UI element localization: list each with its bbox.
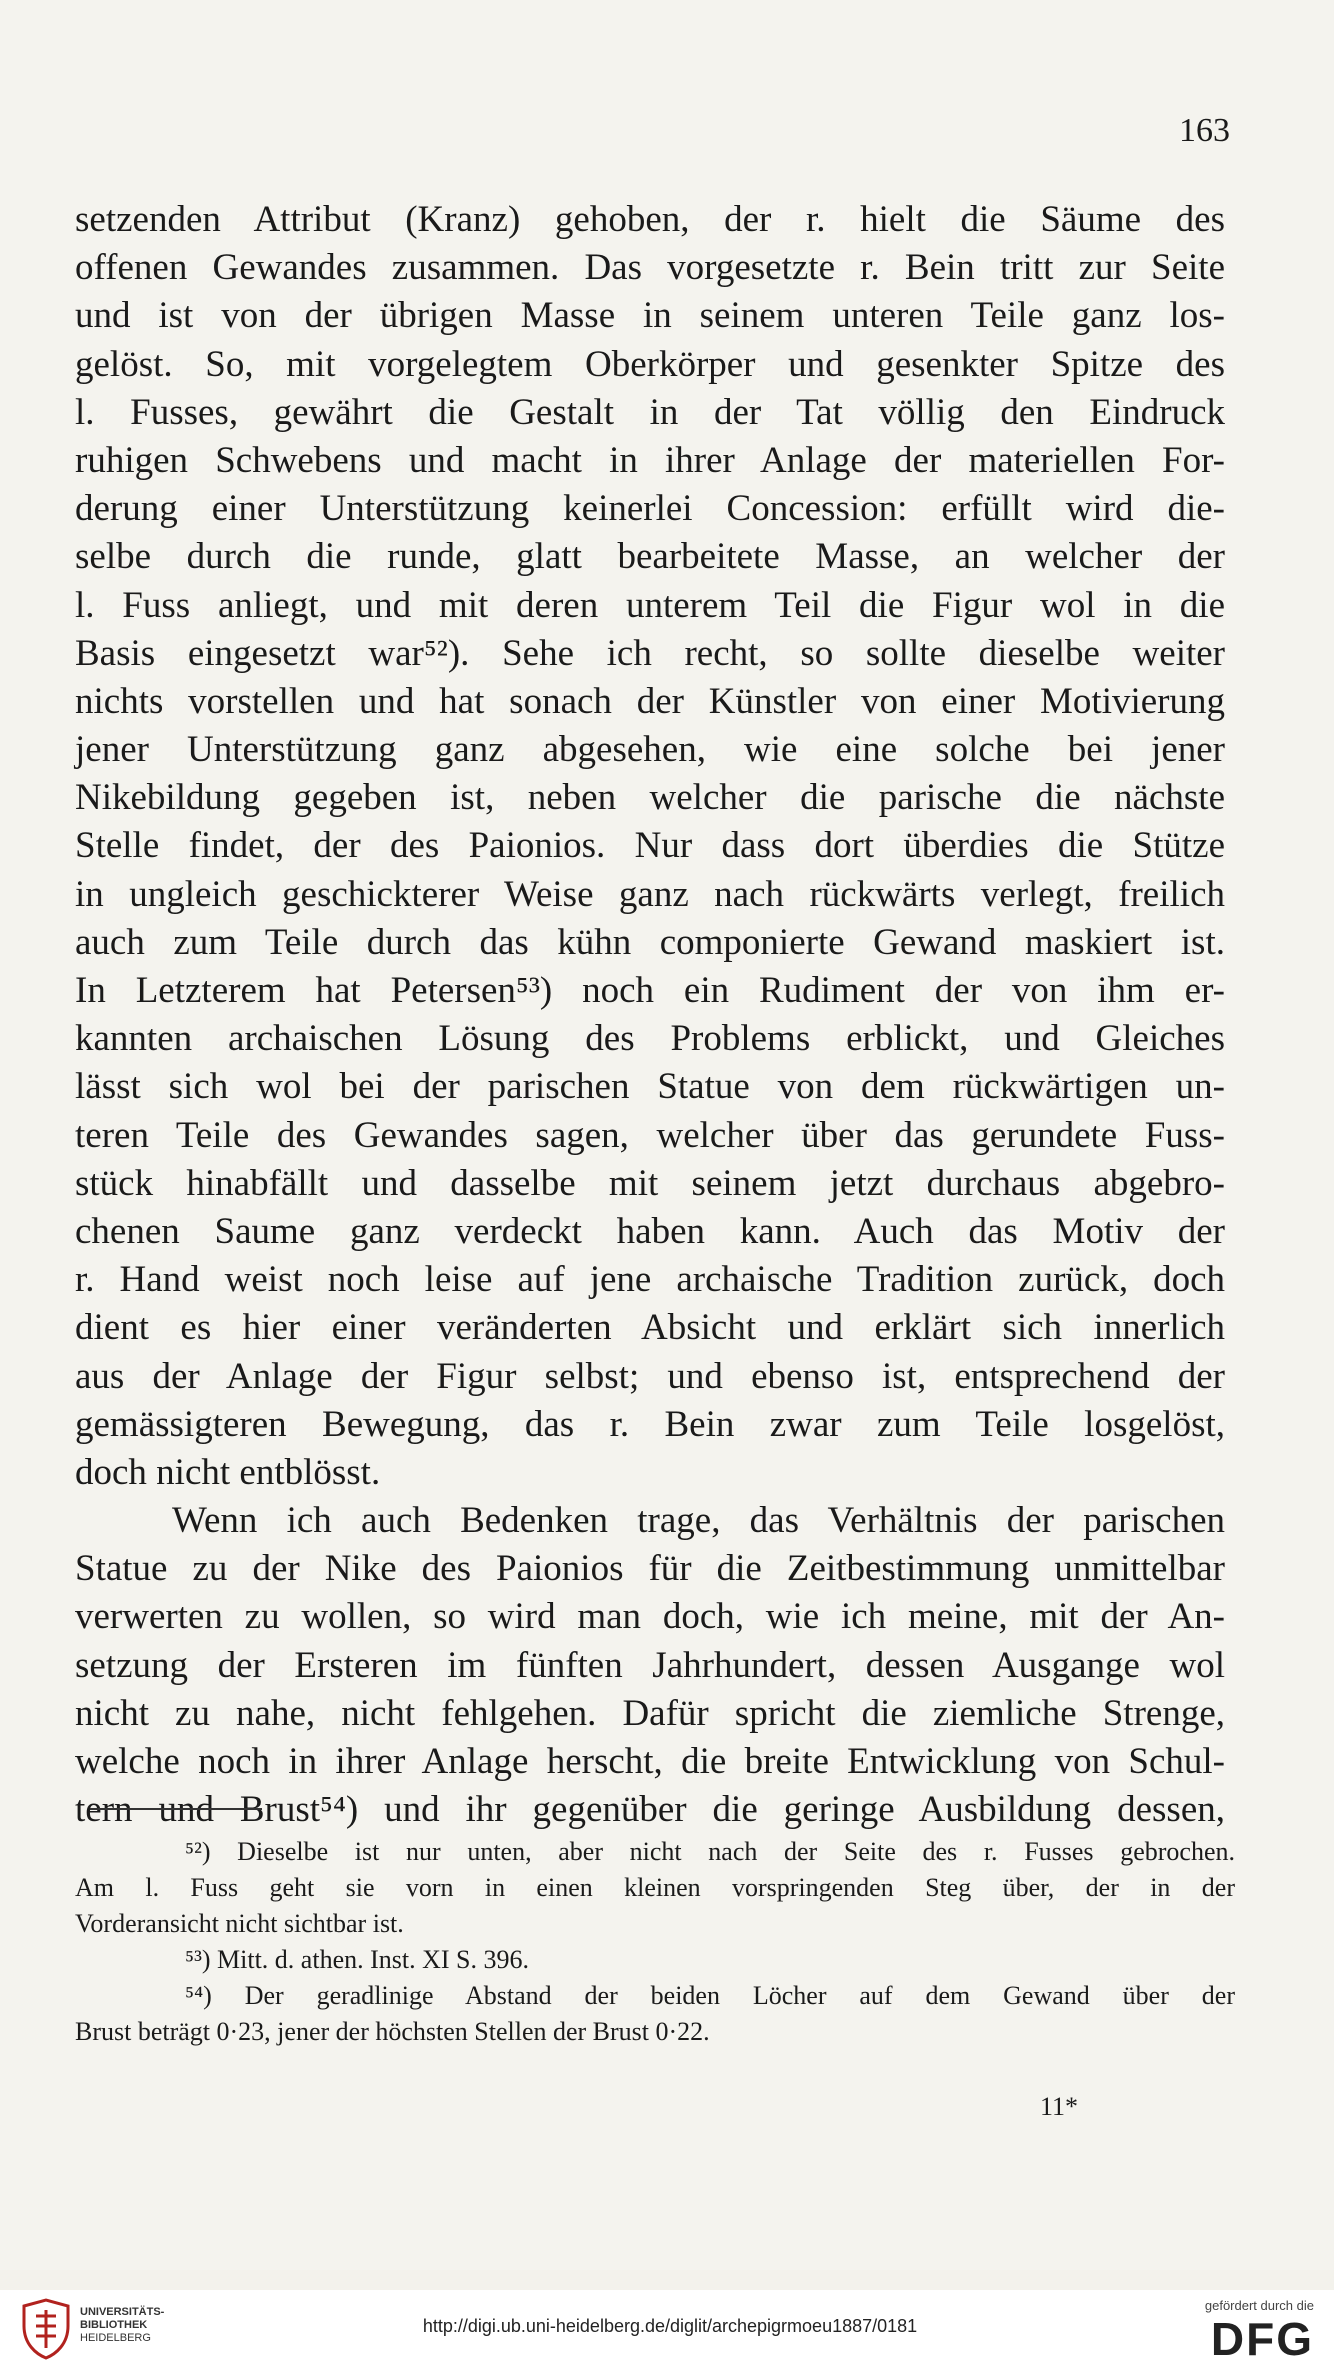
footnote-divider — [90, 1808, 262, 1810]
text-line: stück hinabfällt und dasselbe mit seinem jetzt durchaus abgebro- — [75, 1162, 1225, 1204]
footnote-line: ⁵³) Mitt. d. athen. Inst. XI S. 396. — [185, 1945, 530, 1974]
text-line: in ungleich geschickterer Weise ganz nach rückwärts verlegt, freilich — [75, 873, 1225, 915]
text-line: doch nicht entblösst. — [75, 1451, 381, 1493]
text-line: selbe durch die runde, glatt bearbeitete Masse, an welcher der — [75, 536, 1225, 578]
signature-mark: 11* — [1040, 2092, 1079, 2121]
footnotes — [75, 1834, 1235, 2050]
library-name-line: BIBLIOTHEK — [80, 2319, 148, 2331]
text-line: lässt sich wol bei der parischen Statue von dem rückwärtigen un- — [75, 1066, 1225, 1108]
library-name-line: UNIVERSITÄTS- — [80, 2306, 165, 2318]
funding-label: gefördert durch die — [1204, 2298, 1314, 2313]
text-line: setzenden Attribut (Kranz) gehoben, der r. hielt die Säume des — [75, 199, 1225, 240]
library-name-line: HEIDELBERG — [80, 2332, 151, 2344]
funding-notice — [1164, 2298, 1314, 2365]
text-line: nicht zu nahe, nicht fehlgehen. Dafür spricht die ziemliche Strenge, — [75, 1692, 1225, 1734]
footnote-line: Am l. Fuss geht sie vorn in einen kleinen vorspringenden Steg über, der in der — [75, 1873, 1235, 1902]
text-line: derung einer Unterstützung keinerlei Concession: erfüllt wird die- — [75, 488, 1225, 530]
text-line: In Letzterem hat Petersen⁵³) noch ein Rudiment der von ihm er- — [75, 970, 1225, 1011]
text-line: chenen Saume ganz verdeckt haben kann. Auch das Motiv der — [75, 1210, 1225, 1252]
page-number: 163 — [1179, 112, 1230, 149]
text-line: Basis eingesetzt war⁵²). Sehe ich recht, so sollte dieselbe weiter — [75, 632, 1225, 674]
text-line: dient es hier einer veränderten Absicht und erklärt sich innerlich — [75, 1307, 1225, 1349]
text-line: Wenn ich auch Bedenken trage, das Verhältnis der parischen — [172, 1500, 1225, 1542]
text-line: Stelle findet, der des Paionios. Nur dass dort überdies die Stütze — [75, 825, 1225, 867]
text-line: l. Fuss anliegt, und mit deren unterem Teil die Figur wol in die — [75, 584, 1225, 626]
text-line: tern und Brust⁵⁴) und ihr gegenüber die geringe Ausbildung dessen, — [75, 1789, 1225, 1831]
text-line: setzung der Ersteren im fünften Jahrhundert, dessen Ausgange wol — [75, 1644, 1225, 1686]
viewer-footer — [0, 2290, 1334, 2373]
text-line: ruhigen Schwebens und macht in ihrer Anlage der materiellen For- — [75, 439, 1225, 481]
text-line: teren Teile des Gewandes sagen, welcher über das gerundete Fuss- — [75, 1114, 1225, 1156]
text-line: und ist von der übrigen Masse in seinem unteren Teile ganz los- — [75, 295, 1225, 337]
dfg-logo: DFG — [1210, 2313, 1314, 2365]
text-line: r. Hand weist noch leise auf jene archaische Tradition zurück, doch — [75, 1259, 1225, 1301]
text-line: aus der Anlage der Figur selbst; und ebenso ist, entsprechend der — [75, 1355, 1225, 1397]
footnote-line: ⁵²) Dieselbe ist nur unten, aber nicht nach der Seite des r. Fusses gebrochen. — [185, 1837, 1235, 1866]
text-line: auch zum Teile durch das kühn componierte Gewand maskiert ist. — [75, 921, 1225, 963]
text-line: kannten archaischen Lösung des Problems erblickt, und Gleiches — [75, 1018, 1225, 1060]
footnote-line: Brust beträgt 0·23, jener der höchsten Stellen der Brust 0·22. — [75, 2017, 710, 2046]
text-line: gelöst. So, mit vorgelegtem Oberkörper und gesenkter Spitze des — [75, 343, 1225, 385]
permalink-url[interactable]: http://digi.ub.uni-heidelberg.de/diglit/archepigrmoeu1887/0181 — [422, 2316, 918, 2336]
text-line: verwerten zu wollen, so wird man doch, wie ich meine, mit der An- — [75, 1596, 1225, 1638]
body-text — [75, 196, 1225, 1834]
text-line: jener Unterstützung ganz abgesehen, wie eine solche bei jener — [75, 729, 1225, 771]
text-line: gemässigteren Bewegung, das r. Bein zwar zum Teile losgelöst, — [75, 1403, 1225, 1445]
footnote-line: Vorderansicht nicht sichtbar ist. — [75, 1909, 404, 1938]
text-line: welche noch in ihrer Anlage hersсht, die breite Entwicklung von Schul- — [75, 1741, 1225, 1782]
text-line: nichts vorstellen und hat sonach der Künstler von einer Motivierung — [75, 680, 1225, 722]
text-line: Statue zu der Nike des Paionios für die Zeitbestimmung unmittelbar — [75, 1548, 1225, 1590]
library-name — [80, 2306, 164, 2345]
text-line: Nikebildung gegeben ist, neben welcher die parische die nächste — [75, 777, 1225, 819]
footnote-line: ⁵⁴) Der geradlinige Abstand der beiden Löcher auf dem Gewand über der — [185, 1981, 1235, 2010]
text-line: l. Fusses, gewährt die Gestalt in der Tat völlig den Eindruck — [75, 391, 1225, 433]
university-library-logo-icon — [16, 2296, 76, 2362]
text-line: offenen Gewandes zusammen. Das vorgesetzte r. Bein tritt zur Seite — [75, 247, 1225, 289]
